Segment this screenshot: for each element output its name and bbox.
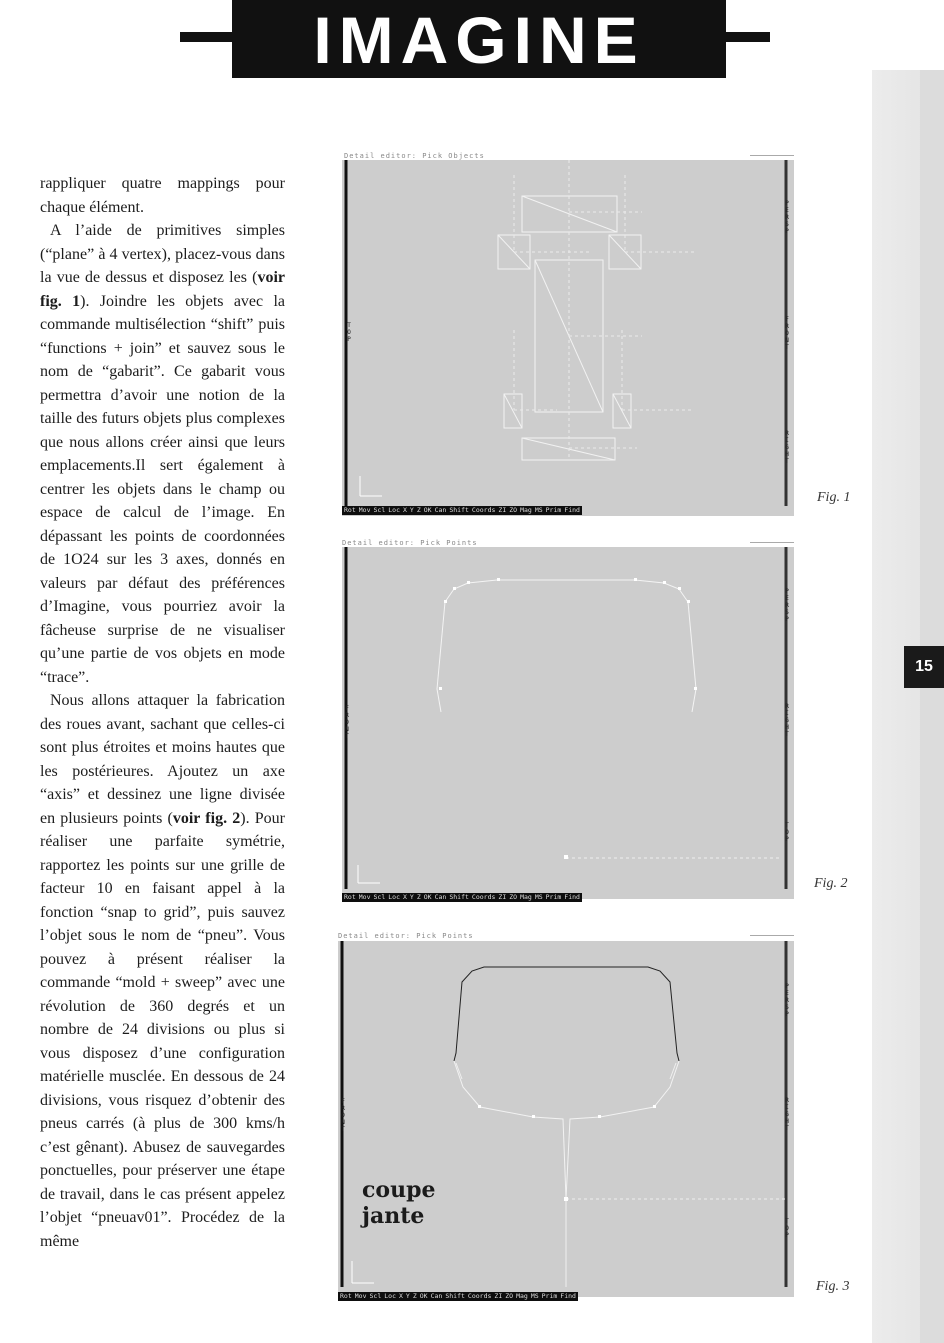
fig2-editor-title: Detail editor: Pick Points xyxy=(342,539,478,547)
toolbar-item-coords: Coords xyxy=(467,1292,492,1300)
fig3-caption: Fig. 3 xyxy=(816,1279,850,1294)
toolbar-item-ok: OK xyxy=(423,506,432,514)
fig2-wireframe xyxy=(342,547,794,899)
toolbar-item-zi: ZI xyxy=(494,1292,503,1300)
fig2-title-rule xyxy=(750,542,794,543)
toolbar-item-mov: Mov xyxy=(354,1292,367,1300)
toolbar-item-ok: OK xyxy=(423,893,432,901)
magazine-header-title: IMAGINE xyxy=(313,3,645,77)
toolbar-item-mag: Mag xyxy=(520,506,532,514)
fig2-toolbar xyxy=(342,893,582,902)
fig3-right-label-1: PERSP xyxy=(785,983,789,1018)
paragraph-text: ). Joindre les objets avec la commande multisélection “shift” puis “functions + join” et sauvez sous le nom de “gabarit”. Ce gabarit vous permettra d’avoir une notion de la taille des futurs objets plus complexes que nous allons créer ainsi que leurs emplacements.Il sert également à centrer les objets dans le champ ou espace de calcul de l’image. En dépassant les points de coordonnées de 1O24 sur les 3 axes, donnés en valeurs par défaut des préférences d’Imagine, vous pourriez avoir la fâcheuse surprise de ne visualiser qu’une partie de vos objets en mode “trace”. xyxy=(40,292,285,686)
fig3-left-view-label: FRONT xyxy=(341,1098,345,1133)
toolbar-item-mag: Mag xyxy=(520,893,532,901)
toolbar-item-ms: MS xyxy=(534,893,543,901)
toolbar-item-rot: Rot xyxy=(344,893,356,901)
fig1-toolbar xyxy=(342,506,582,515)
article-paragraph xyxy=(40,219,285,689)
fig1-wireframe xyxy=(342,160,794,516)
toolbar-item-coords: Coords xyxy=(471,893,496,901)
fig1-right-label-1: PERSP xyxy=(785,200,789,235)
toolbar-item-mag: Mag xyxy=(516,1292,528,1300)
figure-3-viewport xyxy=(338,941,794,1297)
toolbar-item-coords: Coords xyxy=(471,506,496,514)
toolbar-item-ms: MS xyxy=(534,506,543,514)
toolbar-item-loc: Loc xyxy=(388,506,400,514)
toolbar-item-rot: Rot xyxy=(340,1292,352,1300)
fig2-right-label-3: TOP xyxy=(785,822,789,843)
toolbar-item-prim: Prim xyxy=(545,506,562,514)
toolbar-item-z: Z xyxy=(416,893,421,901)
toolbar-item-zo: ZO xyxy=(509,506,518,514)
figure-reference: voir fig. 1 xyxy=(40,269,285,310)
toolbar-item-x: X xyxy=(403,893,407,901)
toolbar-item-shift: Shift xyxy=(449,893,469,901)
toolbar-item-shift: Shift xyxy=(445,1292,465,1300)
article-paragraph xyxy=(40,689,285,1253)
toolbar-item-ms: MS xyxy=(530,1292,539,1300)
fig3-right-label-2: RIGHT xyxy=(785,1097,789,1132)
toolbar-item-zo: ZO xyxy=(505,1292,514,1300)
paragraph-text: rappliquer quatre mappings pour chaque élément. xyxy=(40,175,285,216)
fig1-caption: Fig. 1 xyxy=(817,490,851,505)
fig3-right-label-3: TOP xyxy=(785,1218,789,1239)
fig2-caption: Fig. 2 xyxy=(814,876,848,891)
toolbar-item-y: Y xyxy=(409,506,414,514)
toolbar-item-z: Z xyxy=(412,1292,417,1300)
fig1-right-label-2: FRONT xyxy=(785,316,789,351)
paragraph-text: ). Pour réaliser une parfaite symétrie, rapportez les points sur une grille de facteur 10 en faisant appel à la fonction “snap to grid”, puis sauvez l’objet sous le nom de “pneu”. Vous pouvez à présent réaliser la commande “mold + sweep” avec une révolution de 360 degrés et un nombre de 24 divisions ou plus si vous disposez d’une configuration matérielle musclée. En dessous de 24 divisions, vous risquez d’obtenir des pneus carrés (à plus de 300 kms/h c’est gênant). Abusez de sauvegardes ponctuelles, pour préserver une étape de travail, dans le cas présent appelez l’objet “pneuav01”. Procédez de la même xyxy=(40,809,285,1250)
toolbar-item-can: Can xyxy=(434,506,447,514)
toolbar-item-can: Can xyxy=(434,893,447,901)
toolbar-item-can: Can xyxy=(430,1292,443,1300)
figure-reference: voir fig. 2 xyxy=(172,809,241,827)
toolbar-item-prim: Prim xyxy=(541,1292,558,1300)
toolbar-item-loc: Loc xyxy=(384,1292,396,1300)
page-number: 15 xyxy=(915,658,933,675)
toolbar-item-z: Z xyxy=(416,506,421,514)
fig3-overlay-jante: jante xyxy=(362,1203,425,1229)
toolbar-item-zi: ZI xyxy=(498,893,507,901)
toolbar-item-find: Find xyxy=(564,506,580,514)
toolbar-item-shift: Shift xyxy=(449,506,469,514)
fig2-right-label-2: RIGHT xyxy=(785,703,789,738)
page-edge-shade-outer xyxy=(920,70,944,1343)
toolbar-item-scl: Scl xyxy=(373,893,386,901)
toolbar-item-x: X xyxy=(399,1292,403,1300)
fig2-right-label-1: PERSP xyxy=(785,588,789,623)
toolbar-item-scl: Scl xyxy=(369,1292,382,1300)
toolbar-item-zi: ZI xyxy=(498,506,507,514)
fig1-title-rule xyxy=(750,155,794,156)
fig1-right-label-3: RIGHT xyxy=(785,430,789,465)
fig3-toolbar xyxy=(338,1292,578,1301)
article-paragraph xyxy=(40,172,285,219)
paragraph-text: Nous allons attaquer la fabrication des roues avant, sachant que celles-ci sont plus étroites et moins hautes que les postérieures. Ajoutez un axe “axis” et dessinez une ligne divisée en plusieurs points ( xyxy=(40,692,285,827)
paragraph-text: A l’aide de primitives simples (“plane” à 4 vertex), placez-vous dans la vue de dessus et disposez les ( xyxy=(40,222,285,286)
fig3-overlay-coupe: coupe xyxy=(362,1177,436,1203)
fig1-left-view-label: TOP xyxy=(347,322,351,343)
fig3-editor-title: Detail editor: Pick Points xyxy=(338,932,474,940)
article-body xyxy=(40,172,285,1253)
fig3-wireframe xyxy=(338,941,794,1297)
figure-1-viewport xyxy=(342,160,794,516)
toolbar-item-mov: Mov xyxy=(358,506,371,514)
toolbar-item-y: Y xyxy=(409,893,414,901)
toolbar-item-x: X xyxy=(403,506,407,514)
toolbar-item-ok: OK xyxy=(419,1292,428,1300)
fig1-editor-title: Detail editor: Pick Objects xyxy=(344,152,485,160)
toolbar-item-y: Y xyxy=(405,1292,410,1300)
toolbar-item-prim: Prim xyxy=(545,893,562,901)
figure-2-viewport xyxy=(342,547,794,899)
toolbar-item-rot: Rot xyxy=(344,506,356,514)
toolbar-item-scl: Scl xyxy=(373,506,386,514)
toolbar-item-zo: ZO xyxy=(509,893,518,901)
fig3-title-rule xyxy=(750,935,794,936)
fig2-left-view-label: FRONT xyxy=(345,705,349,740)
toolbar-item-loc: Loc xyxy=(388,893,400,901)
toolbar-item-mov: Mov xyxy=(358,893,371,901)
toolbar-item-find: Find xyxy=(564,893,580,901)
toolbar-item-find: Find xyxy=(560,1292,576,1300)
